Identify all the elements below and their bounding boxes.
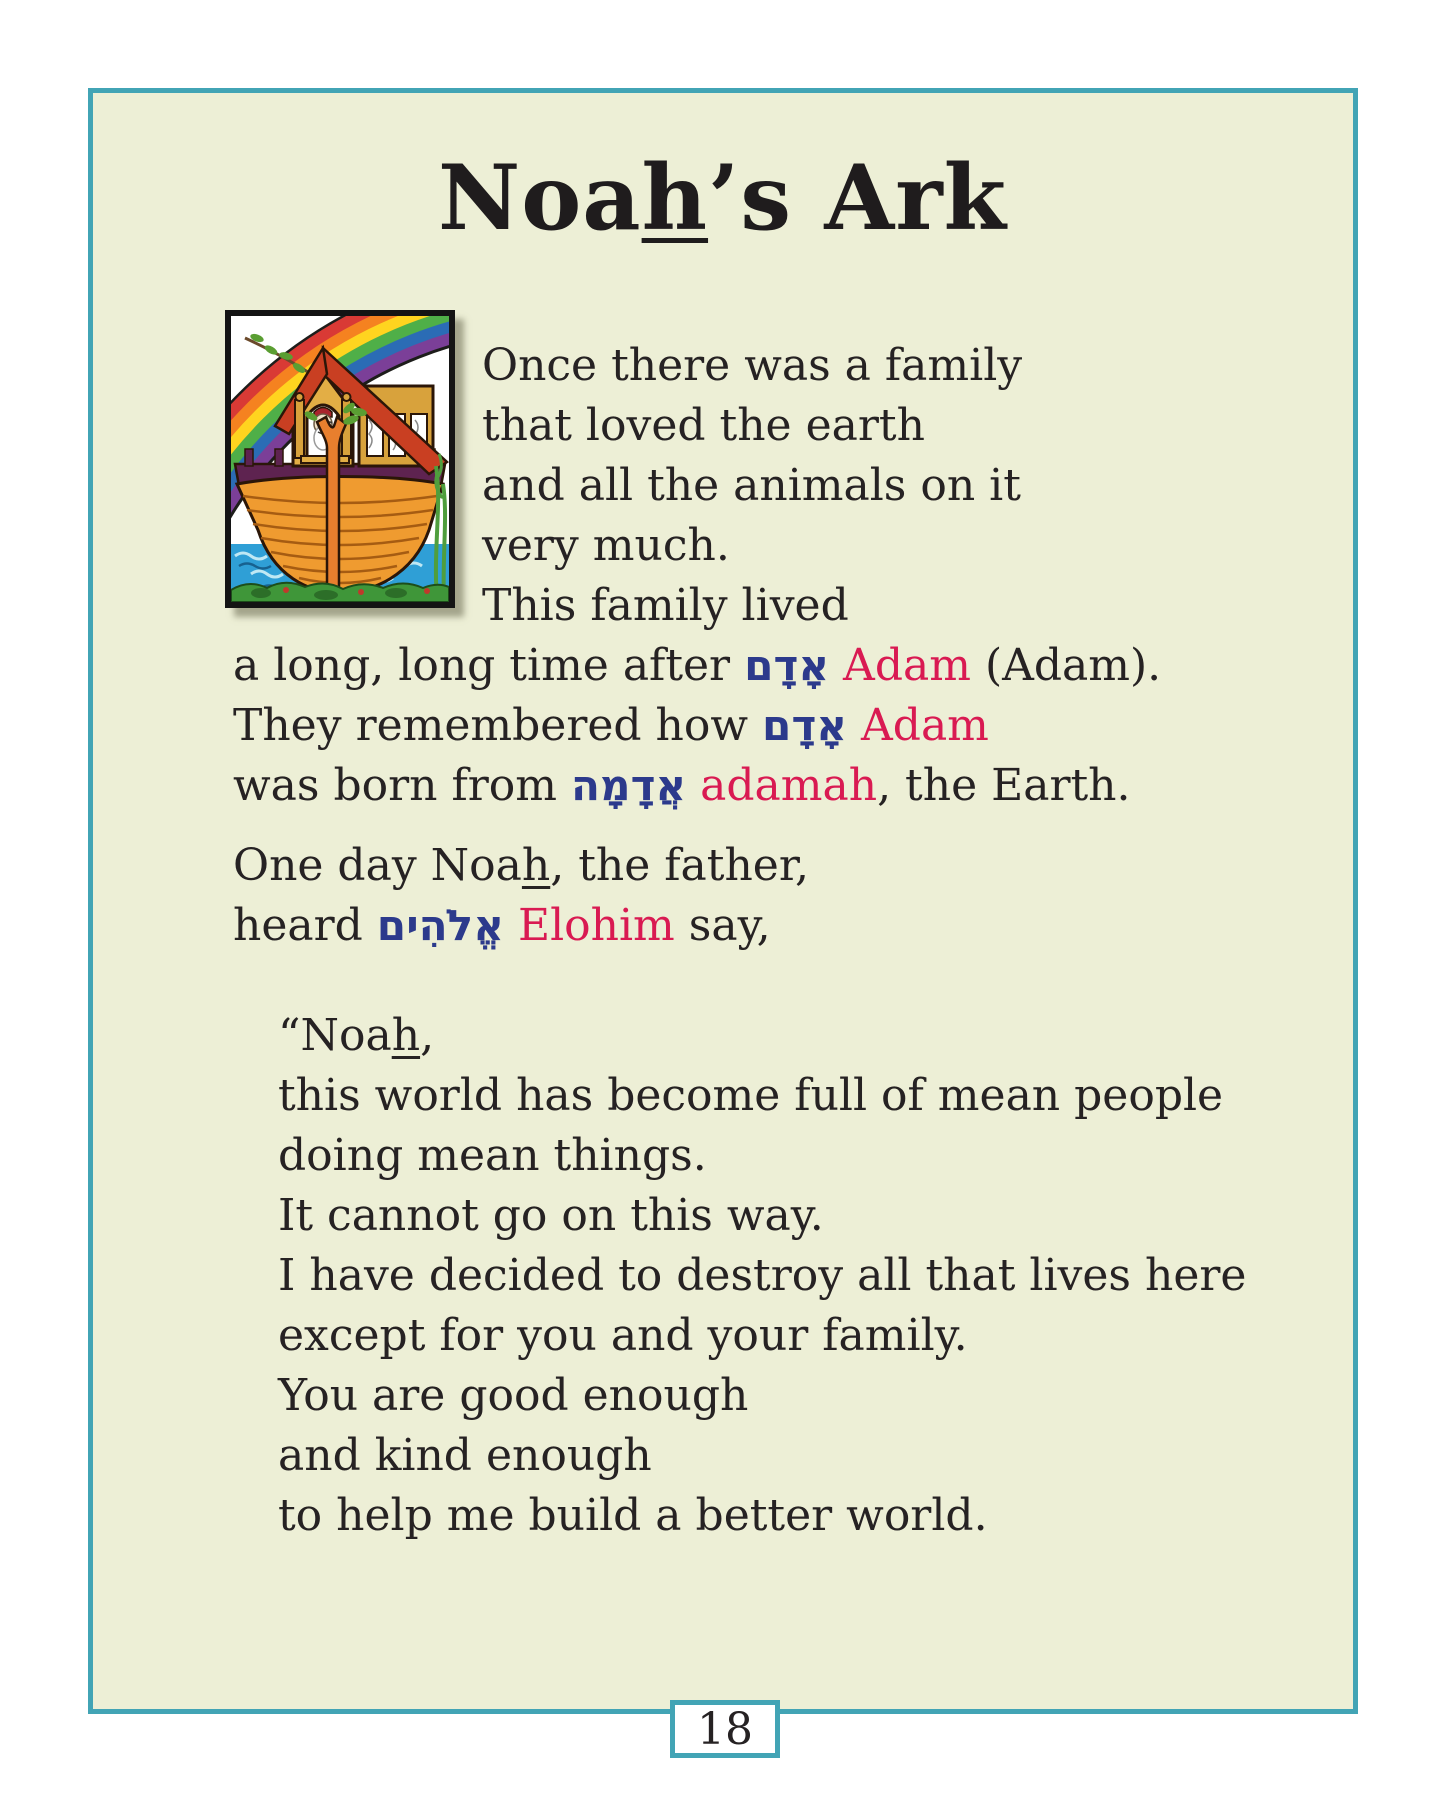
text-line xyxy=(233,896,809,956)
hebrew-word-adamah: אֲדָמָה xyxy=(571,761,687,810)
story-text: say, xyxy=(674,900,771,951)
ark-drawing xyxy=(231,316,449,602)
text-line: and all the animals on it xyxy=(482,460,1021,511)
text-line: except for you and your family. xyxy=(278,1310,968,1361)
story-text: was born from xyxy=(233,760,571,811)
underlined-het: h xyxy=(521,840,551,891)
story-text: One day Noa xyxy=(233,840,522,891)
story-text: , the Earth. xyxy=(877,760,1131,811)
story-text: , xyxy=(420,1010,435,1061)
story-text: , the father, xyxy=(550,840,810,891)
text-line: You are good enough xyxy=(278,1370,749,1421)
transliteration-adam: Adam xyxy=(829,640,971,691)
story-text: a long, long time after xyxy=(233,640,745,691)
story-text: heard xyxy=(233,900,377,951)
text-line: and kind enough xyxy=(278,1430,652,1481)
story-text: They remembered how xyxy=(233,700,763,751)
text-line: This family lived xyxy=(482,580,849,631)
text-line xyxy=(233,836,809,896)
text-line: very much. xyxy=(482,520,730,571)
text-line: doing mean things. xyxy=(278,1130,707,1181)
underlined-het: h xyxy=(641,145,709,251)
text-line: Once there was a family xyxy=(482,340,1023,391)
story-text: “Noa xyxy=(278,1010,392,1061)
text-line xyxy=(233,696,1161,756)
text-line xyxy=(233,756,1161,816)
page-title xyxy=(0,145,1445,251)
text-line xyxy=(278,1006,1246,1066)
story-adam-block xyxy=(233,636,1161,816)
page-number: 18 xyxy=(697,1703,753,1755)
text-line xyxy=(233,636,1161,696)
text-line: It cannot go on this way. xyxy=(278,1190,824,1241)
god-quote-block xyxy=(278,1006,1246,1546)
page-number-box xyxy=(670,1700,780,1758)
transliteration-adam: Adam xyxy=(847,700,989,751)
hebrew-word-adam: אָדָם xyxy=(744,641,830,690)
text-line: this world has become full of mean people xyxy=(278,1070,1224,1121)
text-line: to help me build a better world. xyxy=(278,1490,988,1541)
hebrew-word-elohim: אֱלֹהִים xyxy=(376,901,504,950)
text-line: that loved the earth xyxy=(482,400,925,451)
transliteration-adamah: adamah xyxy=(686,760,878,811)
title-part: ’s Ark xyxy=(708,145,1007,251)
hebrew-word-adam: אָדָם xyxy=(762,701,848,750)
story-noah-paragraph xyxy=(233,836,809,956)
underlined-het: h xyxy=(391,1010,421,1061)
text-line: I have decided to destroy all that lives here xyxy=(278,1250,1247,1301)
title-part: Noa xyxy=(437,145,642,251)
transliteration-elohim: Elohim xyxy=(503,900,675,951)
story-text: (Adam). xyxy=(970,640,1162,691)
story-opening-block xyxy=(482,336,1022,636)
noahs-ark-illustration xyxy=(225,310,455,608)
